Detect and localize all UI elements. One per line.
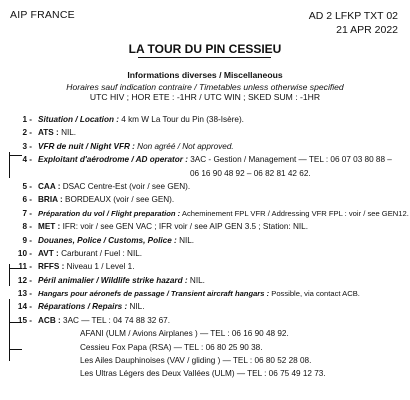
- list-item: 3 - VFR de nuit / Night VFR : Non agréé / Not approved.: [22, 141, 234, 151]
- title-underline: [138, 57, 271, 58]
- section-heading: Informations diverses / Miscellaneous: [127, 70, 283, 80]
- list-item: 9 - Douanes, Police / Customs, Police : NIL.: [22, 235, 195, 245]
- acb-line: AFANI (ULM / Avions Airplanes ) — TEL : 06 16 90 48 92.: [80, 329, 289, 339]
- list-item: 12 - Péril animalier / Wildlife strike hazard : NIL.: [17, 275, 205, 285]
- list-item: 2 - ATS : NIL.: [22, 128, 77, 138]
- list-item: 11 - RFFS : Niveau 1 / Level 1.: [18, 262, 135, 272]
- hours-note: Horaires sauf indication contraire / Timetables unless otherwise specified: [66, 82, 344, 92]
- list-item: 13 - Hangars pour aéronefs de passage / Transient aircraft hangars : Possible, via contact ACB.: [17, 289, 360, 299]
- doc-date: 21 APR 2022: [336, 24, 398, 36]
- list-item: 5 - CAA : DSAC Centre-Est (voir / see GEN).: [22, 181, 191, 191]
- publisher: AIP FRANCE: [10, 9, 75, 21]
- list-item: 15 - ACB : 3AC — TEL : 04 74 88 32 67.: [17, 315, 170, 325]
- list-item: 7 - Préparation du vol / Flight preparation : Acheminement FPL VFR / Addressing VFR FPL : voir / see GEN12.: [22, 208, 409, 218]
- list-item: 4 - Exploitant d'aérodrome / AD operator : 3AC - Gestion / Management — TEL : 06 07 03 80 88 –: [22, 155, 392, 165]
- list-item: 1 - Situation / Location : 4 km W La Tour du Pin (38-Isère).: [22, 115, 244, 124]
- doc-reference-block: [309, 9, 398, 37]
- utc-note: UTC HIV ; HOR ETE : -1HR / UTC WIN ; SKED SUM : -1HR: [89, 92, 321, 102]
- list-item-continuation: 06 16 90 48 92 – 06 82 81 42 62.: [190, 168, 311, 178]
- list-item: 6 - BRIA : BORDEAUX (voir / see GEN).: [22, 195, 175, 205]
- items-list: [0, 113, 410, 381]
- doc-ref: AD 2 LFKP TXT 02: [308, 10, 398, 22]
- acb-line: Cessieu Fox Papa (RSA) — TEL : 06 80 25 90 38.: [80, 342, 263, 352]
- acb-line: Les Ailes Dauphinoises (VAV / gliding ) — TEL : 06 80 52 28 08.: [80, 356, 312, 366]
- list-item: 14 - Réparations / Repairs : NIL.: [17, 302, 145, 312]
- list-item: 10 - AVT : Carburant / Fuel : NIL.: [17, 248, 143, 258]
- page-title: LA TOUR DU PIN CESSIEU: [128, 42, 282, 56]
- list-item: 8 - MET : IFR: voir / see GEN VAC ; IFR voir / see AIP GEN 3.5 ; Station: NIL.: [22, 222, 308, 232]
- acb-line: Les Ultras Légers des Deux Vallées (ULM) — TEL : 06 75 49 12 73.: [80, 369, 326, 379]
